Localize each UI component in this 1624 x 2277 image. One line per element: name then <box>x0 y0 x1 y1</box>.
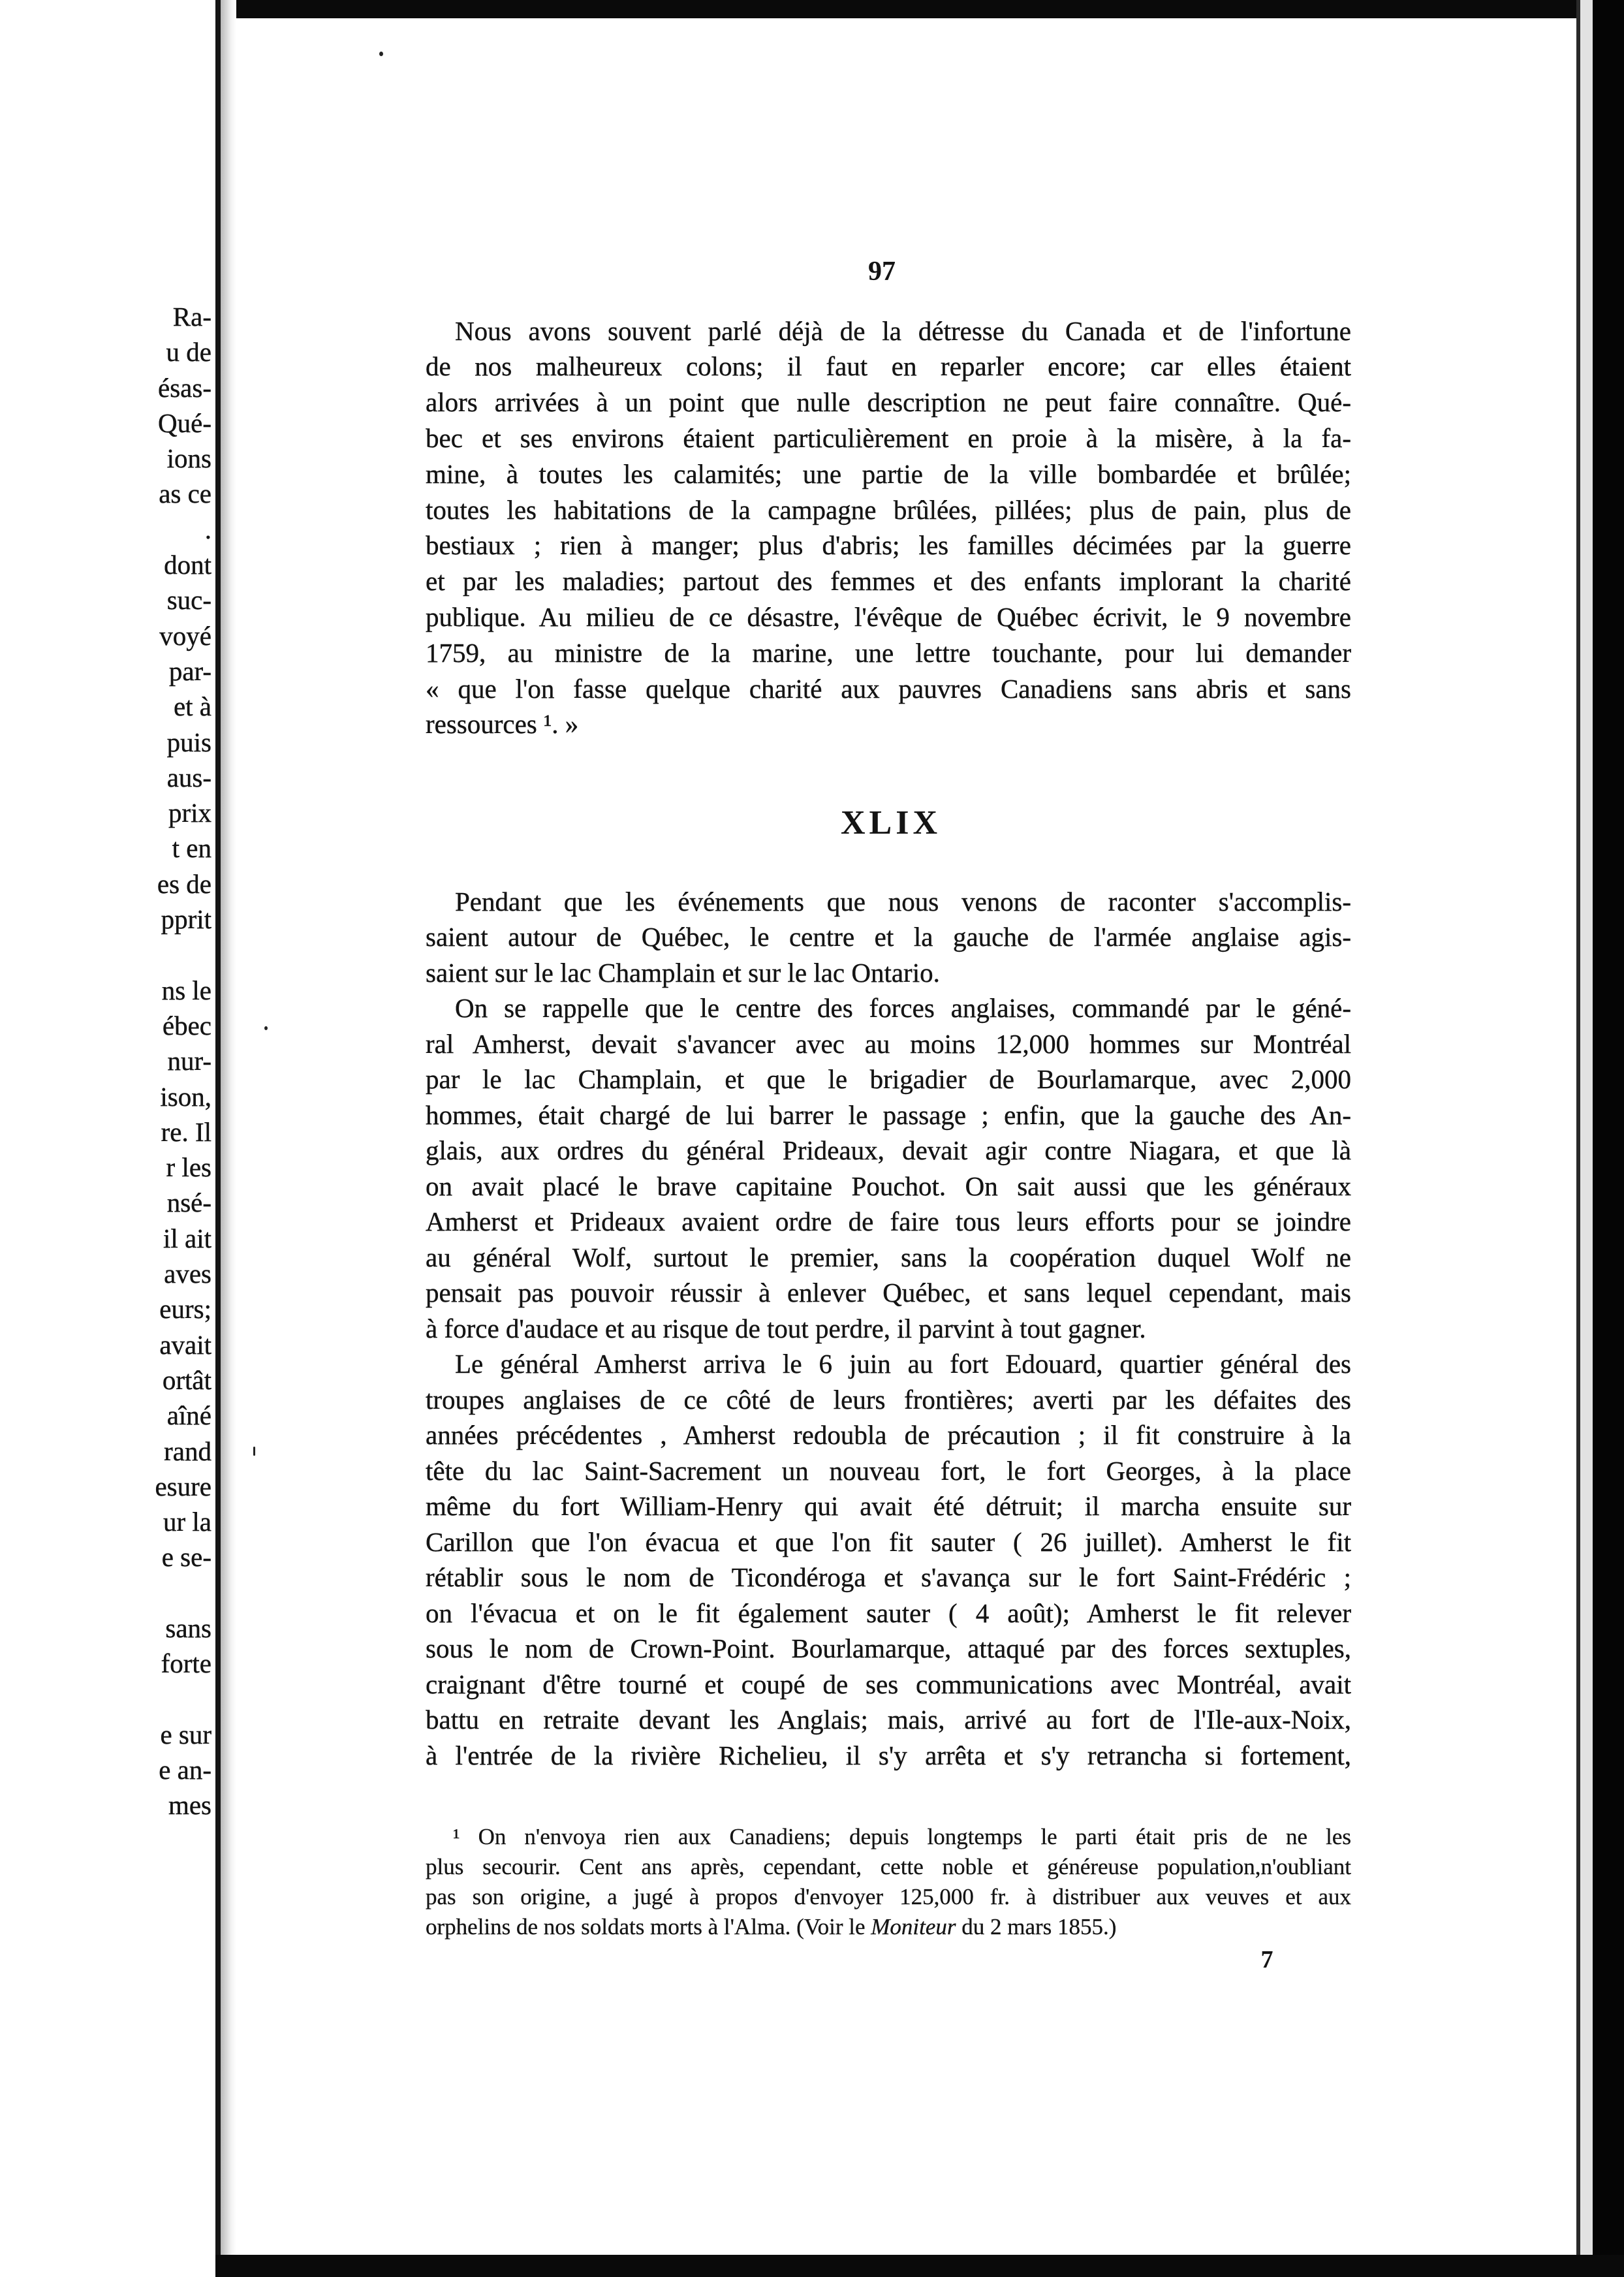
facing-page-line: avait <box>159 1329 211 1360</box>
facing-page-line: re. Il <box>161 1116 211 1147</box>
facing-page-line: ortât <box>162 1364 211 1395</box>
page-edge-shadow <box>1580 0 1593 2277</box>
text-line: à l'entrée de la rivière Richelieu, il s'y arrêta et s'y retrancha si fortement, <box>426 1740 1351 1770</box>
ink-speck <box>379 52 383 56</box>
footnote-line: ¹ On n'envoya rien aux Canadiens; depuis longtemps le parti était pris de ne les <box>453 1824 1351 1849</box>
footnote <box>426 1822 1351 1942</box>
ink-speck <box>264 1026 268 1030</box>
text-line: ressources ¹. » <box>426 709 579 740</box>
facing-page-line: Ra- <box>172 302 211 332</box>
text-line: mine, à toutes les calamités; une partie de la ville bombardée et brûlée; <box>426 458 1351 489</box>
facing-page-line: eurs; <box>159 1294 211 1325</box>
scan-frame-bottom <box>215 2255 1624 2277</box>
facing-page-line: ur la <box>163 1507 211 1537</box>
footnote-line: plus secourir. Cent ans après, cependant, cette noble et généreuse population,n'oubliant <box>426 1854 1351 1879</box>
text-line: Pendant que les événements que nous venons de raconter s'accomplis- <box>455 886 1351 917</box>
facing-page-line: t en <box>172 833 211 864</box>
text-line: années précédentes , Amherst redoubla de précaution ; il fit construire à la <box>426 1420 1351 1451</box>
facing-page-line: ions <box>166 443 211 474</box>
facing-page-line: sans <box>165 1612 211 1643</box>
facing-page-blank-line <box>0 937 211 972</box>
text-line: bestiaux ; rien à manger; plus d'abris; les familles décimées par la guerre <box>426 530 1351 561</box>
text-line: Le général Amherst arriva le 6 juin au fort Edouard, quartier général des <box>455 1349 1351 1379</box>
facing-page-line: esure <box>155 1471 211 1501</box>
text-line: par le lac Champlain, et que le brigadier de Bourlamarque, avec 2,000 <box>426 1064 1351 1095</box>
facing-page-line: par- <box>168 655 211 686</box>
facing-page-line: aus- <box>166 762 211 793</box>
text-line: publique. Au milieu de ce désastre, l'évêque de Québec écrivit, le 9 novembre <box>426 601 1351 632</box>
facing-page-line: . <box>204 514 211 544</box>
text-line: tête du lac Saint-Sacrement un nouveau fort, le fort Georges, à la place <box>426 1455 1351 1486</box>
facing-page-line: pprit <box>161 904 211 935</box>
facing-page-line: ison, <box>160 1081 211 1112</box>
text-line: « que l'on fasse quelque charité aux pauvres Canadiens sans abris et sans <box>426 673 1351 704</box>
facing-page-line: voyé <box>159 620 211 651</box>
facing-page-line: ns le <box>161 975 211 1005</box>
text-line: saient sur le lac Champlain et sur le lac Ontario. <box>426 957 940 988</box>
text-line: glais, aux ordres du général Prideaux, devait agir contre Niagara, et que là <box>426 1135 1351 1166</box>
footnote-line <box>426 1912 1351 1942</box>
facing-page-line: prix <box>168 798 211 828</box>
footnote-text: du 2 mars 1855.) <box>956 1914 1117 1939</box>
facing-page-line: e an- <box>159 1755 211 1785</box>
paragraph <box>426 884 1351 991</box>
text-line: alors arrivées à un point que nulle description ne peut faire connaître. Qué- <box>426 387 1351 418</box>
footnote-text: orphelins de nos soldats morts à l'Alma. (Voir le <box>426 1914 871 1939</box>
text-line: même du fort William-Henry qui avait été détruit; il marcha ensuite sur <box>426 1491 1351 1522</box>
facing-page-line: e sur <box>160 1719 211 1750</box>
facing-page-line: forte <box>161 1648 211 1679</box>
text-line: Carillon que l'on évacua et que l'on fit sauter ( 26 juillet). Amherst le fit <box>426 1526 1351 1557</box>
facing-page-line: et à <box>173 691 211 722</box>
signature-mark: 7 <box>1260 1946 1273 1973</box>
scan-frame-top <box>215 0 1624 18</box>
text-line: on avait placé le brave capitaine Pouchot. On sait aussi que les généraux <box>426 1170 1351 1201</box>
text-line: pensait pas pouvoir réussir à enlever Québec, et sans lequel cependant, mais <box>426 1278 1351 1308</box>
paragraph <box>426 990 1351 1346</box>
text-line: on l'évacua et on le fit également sauter ( 4 août); Amherst le fit relever <box>426 1597 1351 1628</box>
facing-page-line: u de <box>166 337 211 368</box>
facing-page-line: as ce <box>159 479 211 509</box>
facing-page-line: es de <box>157 868 211 899</box>
page-number: 97 <box>868 257 896 287</box>
facing-page-line: nur- <box>167 1046 211 1076</box>
text-line: Amherst et Prideaux avaient ordre de faire tous leurs efforts pour se joindre <box>426 1206 1351 1237</box>
facing-page-blank-line <box>0 1575 211 1610</box>
facing-page-line: il ait <box>163 1223 211 1253</box>
text-line: battu en retraite devant les Anglais; mais, arrivé au fort de l'Ile-aux-Noix, <box>426 1704 1351 1735</box>
facing-page-fragment <box>0 299 211 1823</box>
text-line: saient autour de Québec, le centre et la gauche de l'armée anglaise agis- <box>426 922 1351 952</box>
text-line: et par les maladies; partout des femmes et des enfants implorant la charité <box>426 566 1351 597</box>
text-line: bec et ses environs étaient particulièrement en proie à la misère, à la fa- <box>426 422 1351 453</box>
text-line: rétablir sous le nom de Ticondéroga et s'avança sur le fort Saint-Frédéric ; <box>426 1562 1351 1593</box>
facing-page-line: aves <box>164 1259 211 1289</box>
gutter-line <box>215 0 221 2277</box>
text-line: au général Wolf, surtout le premier, sans la coopération duquel Wolf ne <box>426 1242 1351 1272</box>
text-line: troupes anglaises de ce côté de leurs frontières; averti par les défaites des <box>426 1384 1351 1415</box>
footnote-line: pas son origine, a jugé à propos d'envoyer 125,000 fr. à distribuer aux veuves et aux <box>426 1884 1351 1909</box>
facing-page-line: Qué- <box>158 407 211 438</box>
paragraph <box>426 1346 1351 1773</box>
facing-page-line: rand <box>164 1436 211 1466</box>
text-line: 1759, au ministre de la marine, une lettre touchante, pour lui demander <box>426 637 1351 668</box>
text-line: craignant d'être tourné et coupé de ses communications avec Montréal, avait <box>426 1669 1351 1699</box>
chapter-heading: XLIX <box>840 804 942 841</box>
facing-page-line: nsé- <box>166 1187 211 1218</box>
text-line: ral Amherst, devait s'avancer avec au moins 12,000 hommes sur Montréal <box>426 1028 1351 1059</box>
facing-page-line: dont <box>164 550 211 580</box>
facing-page-line: suc- <box>166 585 211 616</box>
facing-page-line: e se- <box>161 1542 211 1573</box>
facing-page-line: puis <box>166 727 211 757</box>
text-line: On se rappelle que le centre des forces anglaises, commandé par le géné- <box>455 993 1351 1024</box>
facing-page-line: aîné <box>166 1400 211 1431</box>
text-line: Nous avons souvent parlé déjà de la détresse du Canada et de l'infortune <box>455 315 1351 346</box>
text-line: sous le nom de Crown-Point. Bourlamarque, attaqué par des forces sextuples, <box>426 1633 1351 1664</box>
ink-speck <box>253 1447 255 1456</box>
scan-frame-right <box>1593 0 1624 2277</box>
facing-page-line: ésas- <box>158 372 211 403</box>
chapter-body <box>426 884 1351 1774</box>
facing-page-line: ébec <box>162 1010 211 1041</box>
footnote-italic-title: Moniteur <box>871 1914 956 1939</box>
facing-page-line: mes <box>168 1790 211 1821</box>
text-line: de nos malheureux colons; il faut en reparler encore; car elles étaient <box>426 351 1351 382</box>
text-line: hommes, était chargé de lui barrer le passage ; enfin, que la gauche des An- <box>426 1099 1351 1130</box>
gutter-shadow <box>221 0 236 2277</box>
text-line: toutes les habitations de la campagne brûlées, pillées; plus de pain, plus de <box>426 494 1351 525</box>
text-line: à force d'audace et au risque de tout perdre, il parvint à tout gagner. <box>426 1313 1146 1343</box>
paragraph <box>426 313 1351 743</box>
facing-page-line: r les <box>166 1152 211 1183</box>
facing-page-blank-line <box>0 1682 211 1717</box>
